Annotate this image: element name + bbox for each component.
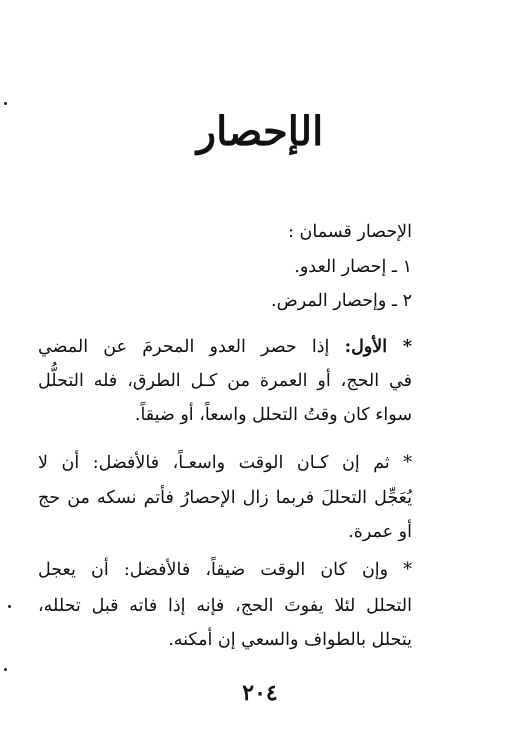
paragraph-1-heading: * الأول:: [344, 337, 412, 357]
scan-speck: [4, 668, 7, 671]
scan-speck: [8, 605, 11, 608]
page-number: ٢٠٤: [242, 680, 278, 706]
paragraph-2-line-1: * ثم إن كـان الوقت واسعـاً، فالأفضل: أن لا: [38, 453, 412, 473]
list-item-1: ١ ـ إحصار العدو.: [294, 257, 412, 277]
paragraph-1-line-3: سواء كان وقتُ التحلل واسعاً، أو ضيقاً.: [134, 405, 412, 425]
paragraph-1-line-1: [38, 337, 412, 358]
paragraph-3-line-2: التحلل لئلا يفوتَ الحج، فإنه إذا فاته قبل تحلله،: [38, 596, 412, 616]
paragraph-3-line-3: يتحلل بالطواف والسعي إن أمكنه.: [168, 630, 412, 650]
paragraph-3-line-1: * وإن كان الوقت ضيقاً، فالأفضل: أن يعجل: [38, 560, 412, 580]
intro-line: الإحصار قسمان :: [288, 222, 412, 242]
page-title: الإحصار: [196, 108, 324, 155]
paragraph-2-line-2: يُعَجِّل التحللَ فربما زال الإحصارُ فأتم نسكه من حج: [38, 488, 412, 508]
paragraph-1-line-1-text: إذا حصر العدو المحرمَ عن المضي: [38, 337, 345, 357]
paragraph-1-line-2: في الحج، أو العمرة من كـل الطرق، فله التحلُّل: [38, 371, 412, 391]
scan-speck: [4, 102, 7, 105]
paragraph-2-line-3: أو عمرة.: [348, 522, 412, 542]
list-item-2: ٢ ـ وإحصار المرض.: [271, 291, 412, 311]
